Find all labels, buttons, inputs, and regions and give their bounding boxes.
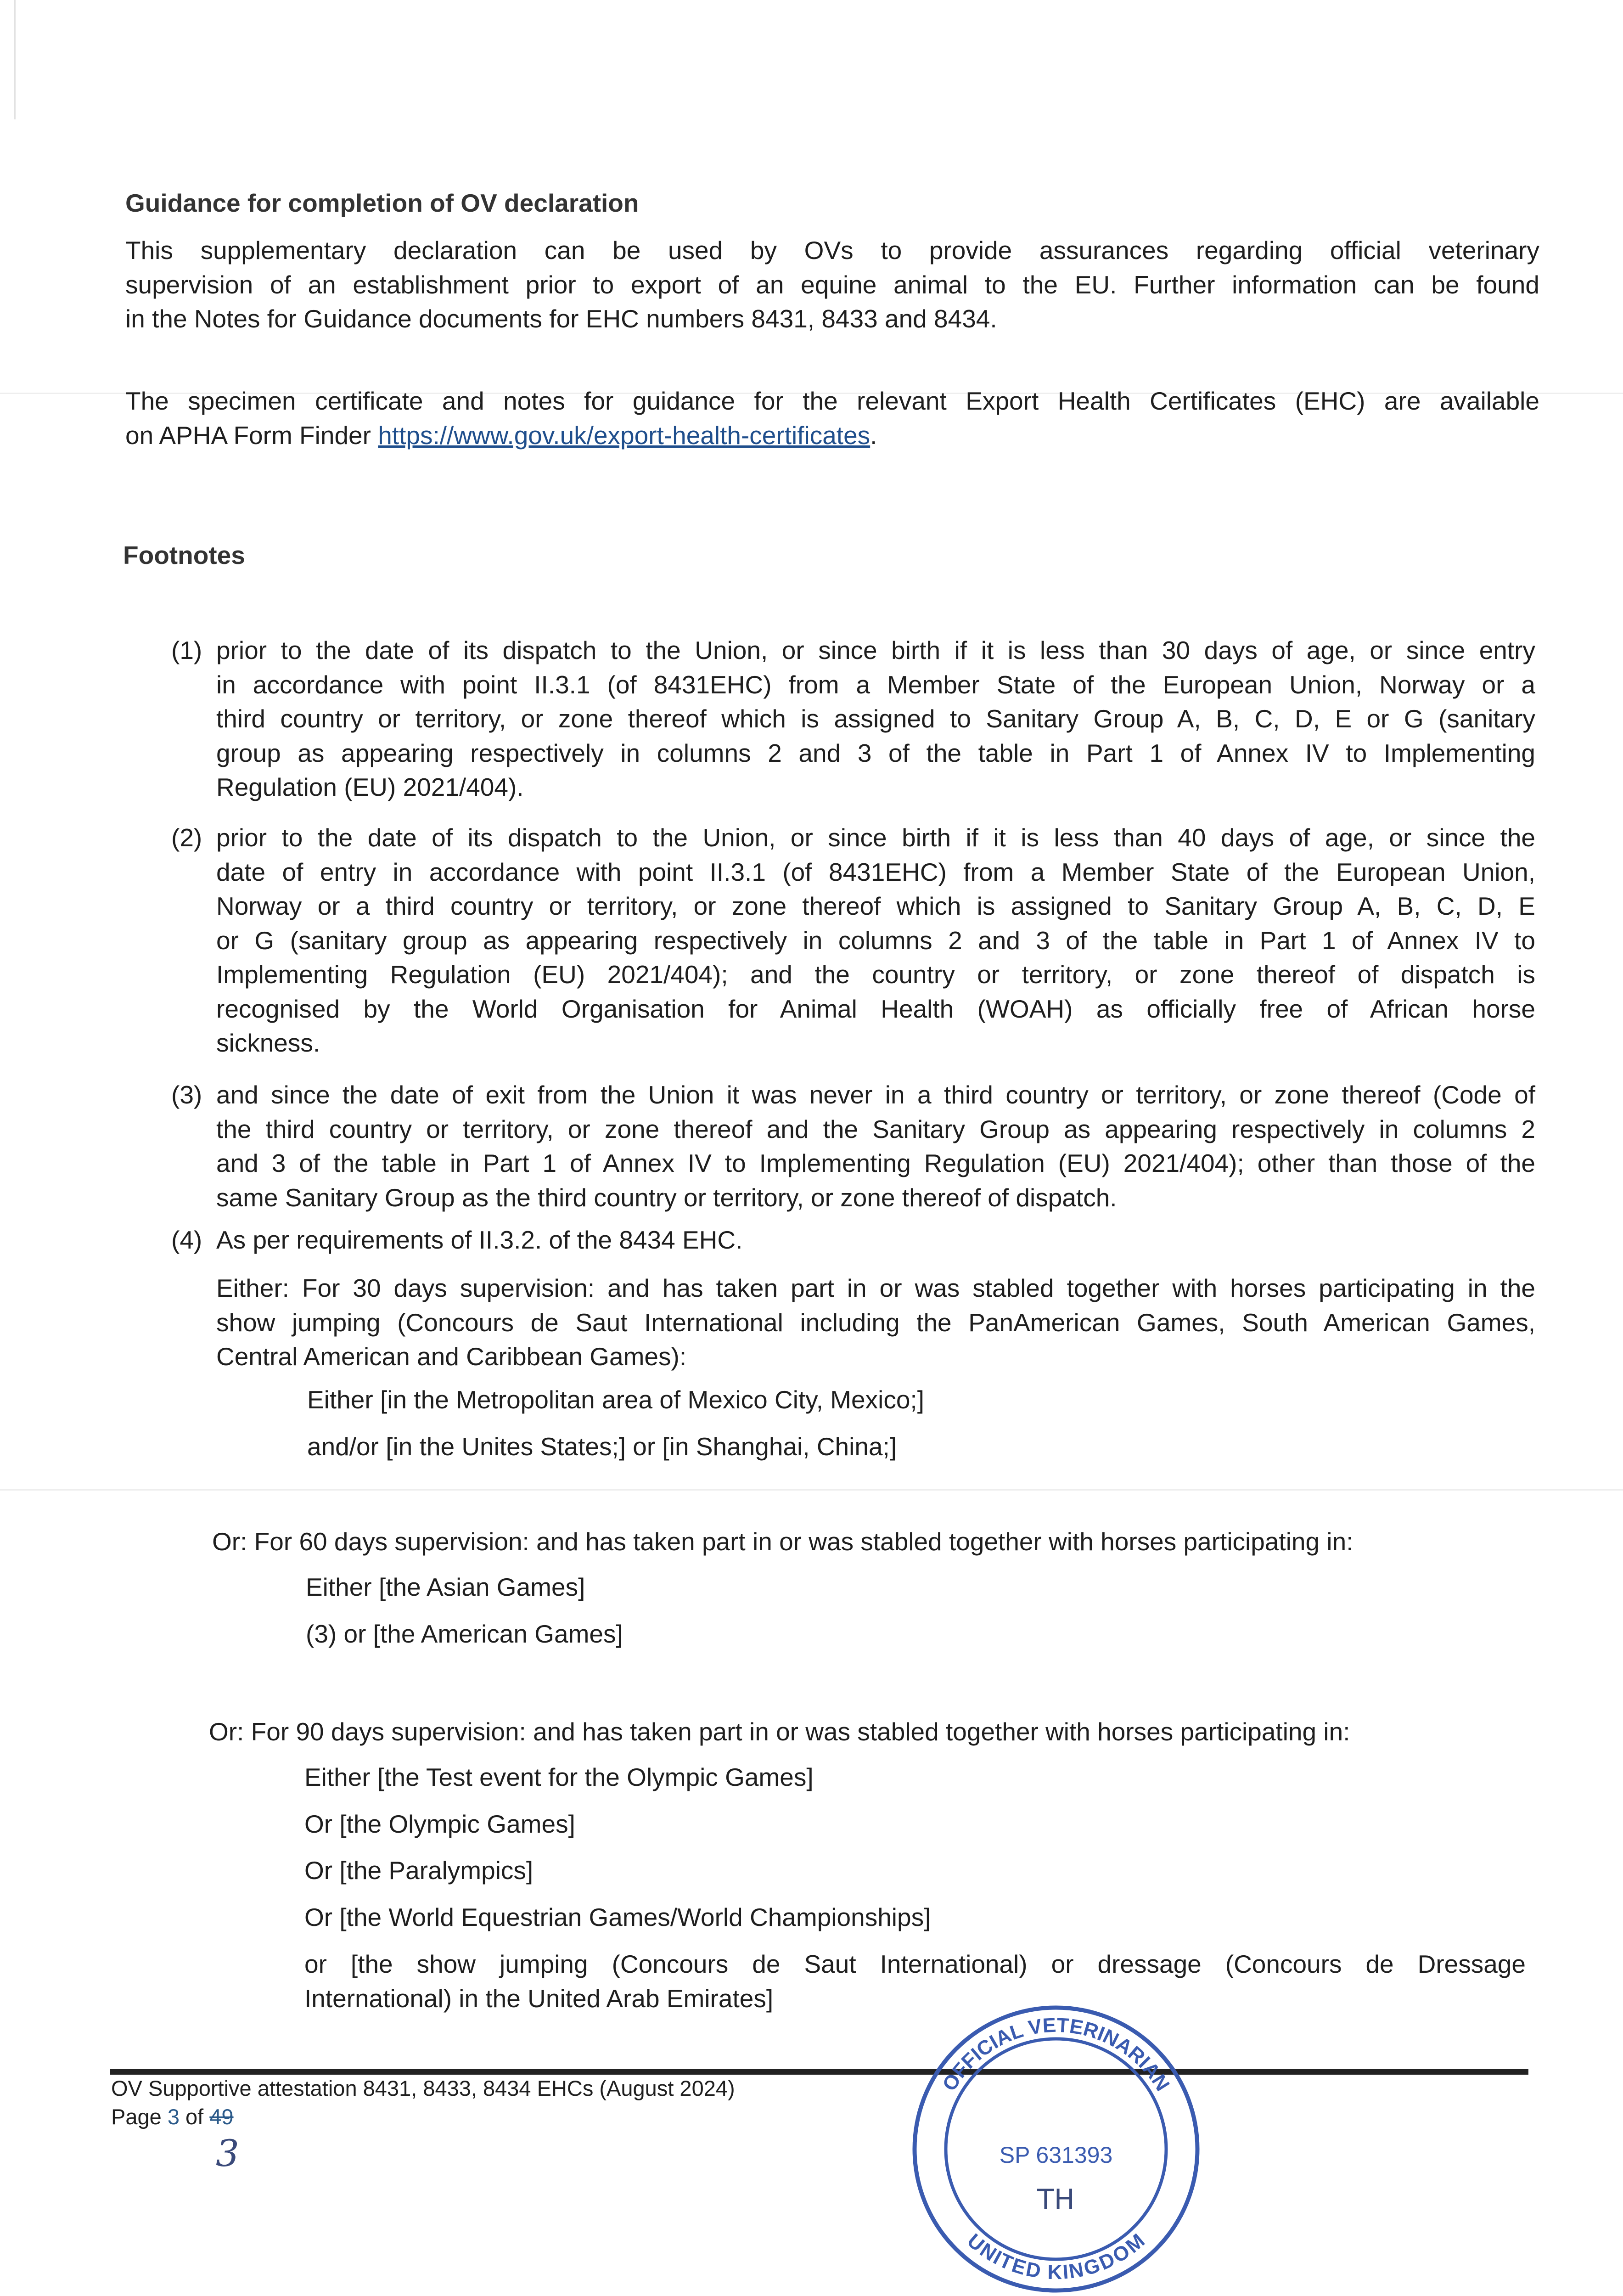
footnote-4-either-30-days xyxy=(216,1271,1535,1374)
list-item: Or [the Paralympics] xyxy=(304,1856,534,1885)
guidance-paragraph xyxy=(125,233,1539,336)
paragraph-line: in accordance with point II.3.1 (of 8431EHC) from a Member State of the European Union, Norway or a xyxy=(216,670,1535,699)
paragraph-line: show jumping (Concours de Saut International including the PanAmerican Games, South American Games, xyxy=(216,1308,1535,1337)
paragraph-line: prior to the date of its dispatch to the Union, or since birth if it is less than 30 days of age, or since entry xyxy=(216,636,1535,664)
page-label: Page xyxy=(111,2105,168,2129)
paragraph-line: third country or territory, or zone thereof which is assigned to Sanitary Group A, B, C, D, E or G (sanitary xyxy=(216,704,1535,733)
footnotes-heading: Footnotes xyxy=(123,541,245,569)
page-of: of xyxy=(179,2105,210,2129)
paragraph-line: Norway or a third country or territory, or zone thereof which is assigned to Sanitary Group A, B, C, D, E xyxy=(216,892,1535,920)
footer-rule xyxy=(110,2069,1528,2075)
paragraph-text: . xyxy=(870,421,877,450)
paragraph-line: As per requirements of II.3.2. of the 8434 EHC. xyxy=(216,1226,743,1254)
list-item: Either [the Asian Games] xyxy=(306,1573,585,1601)
paragraph-line: or [the show jumping (Concours de Saut International) or dressage (Concours de Dressage xyxy=(304,1950,1526,1978)
paragraph-line: This supplementary declaration can be used by OVs to provide assurances regarding official veterinary xyxy=(125,236,1539,264)
footnote-3 xyxy=(216,1078,1535,1215)
scan-artifact-line xyxy=(0,1489,1623,1491)
stamp-top-text-wrapper xyxy=(938,2014,1174,2095)
paragraph-line: and 3 of the table in Part 1 of Annex IV to Implementing Regulation (EU) 2021/404); other than those of the xyxy=(216,1149,1535,1177)
handwritten-page-total: 3 xyxy=(216,2132,239,2175)
paragraph-text: on APHA Form Finder xyxy=(125,421,378,450)
either-30-items xyxy=(307,1383,924,1463)
paragraph-line: The specimen certificate and notes for guidance for the relevant Export Health Certificates (EHC) are available xyxy=(125,387,1539,415)
stamp-bottom-text: UNITED KINGDOM xyxy=(963,2229,1149,2284)
paragraph-line: Implementing Regulation (EU) 2021/404); and the country or territory, or zone thereof of dispatch is xyxy=(216,960,1535,989)
paragraph-line: sickness. xyxy=(216,1029,320,1057)
list-item: (3) or [the American Games] xyxy=(306,1619,623,1648)
paragraph-line: Either: For 30 days supervision: and has taken part in or was stabled together with horses participating in the xyxy=(216,1274,1535,1302)
paragraph-line: or G (sanitary group as appearing respectively in columns 2 and 3 of the table in Part 1 of Annex IV to xyxy=(216,926,1535,955)
paragraph-line: and since the date of exit from the Union it was never in a third country or territory, or zone thereof (Code of xyxy=(216,1080,1535,1109)
footnote-1 xyxy=(216,633,1535,805)
specimen-paragraph xyxy=(125,384,1539,452)
paragraph-line: the third country or territory, or zone thereof and the Sanitary Group as appearing respectively in columns 2 xyxy=(216,1114,1535,1143)
footnote-number: (2) xyxy=(171,823,202,852)
paragraph-line: prior to the date of its dispatch to the Union, or since birth if it is less than 40 days of age, or since the xyxy=(216,823,1535,852)
stamp-initials: TH xyxy=(1037,2183,1075,2216)
list-item: Or [the World Equestrian Games/World Championships] xyxy=(304,1902,931,1931)
or-90-items xyxy=(304,1760,931,1934)
scan-artifact-line xyxy=(14,0,16,119)
or-60-items xyxy=(306,1570,623,1651)
list-item: Either [in the Metropolitan area of Mexico City, Mexico;] xyxy=(307,1385,924,1414)
paragraph-line: International) in the United Arab Emirates] xyxy=(304,1984,774,2013)
page-number xyxy=(111,2103,234,2131)
page-total-struck: 49 xyxy=(209,2105,234,2129)
paragraph-line: Central American and Caribbean Games): xyxy=(216,1342,687,1371)
footer-title: OV Supportive attestation 8431, 8433, 8434 EHCs (August 2024) xyxy=(111,2076,735,2100)
list-item: Either [the Test event for the Olympic Games] xyxy=(304,1763,814,1791)
paragraph-line: recognised by the World Organisation for Animal Health (WOAH) as officially free of African horse xyxy=(216,994,1535,1023)
list-item: and/or [in the Unites States;] or [in Shanghai, China;] xyxy=(307,1432,897,1461)
footnote-2 xyxy=(216,821,1535,1060)
footnote-number: (4) xyxy=(171,1226,202,1254)
guidance-heading: Guidance for completion of OV declaration xyxy=(125,189,639,217)
or-60-days: Or: For 60 days supervision: and has taken part in or was stabled together with horses participating in: xyxy=(212,1527,1353,1556)
or-90-days: Or: For 90 days supervision: and has taken part in or was stabled together with horses participating in: xyxy=(209,1717,1350,1746)
paragraph-line: same Sanitary Group as the third country or territory, or zone thereof of dispatch. xyxy=(216,1183,1117,1212)
list-item: Or [the Olympic Games] xyxy=(304,1809,575,1838)
stamp-top-text: OFFICIAL VETERINARIAN xyxy=(938,2014,1174,2095)
paragraph-line: in the Notes for Guidance documents for EHC numbers 8431, 8433 and 8434. xyxy=(125,304,997,333)
export-health-certificates-link[interactable]: https://www.gov.uk/export-health-certificates xyxy=(378,421,870,450)
paragraph-line: group as appearing respectively in columns 2 and 3 of the table in Part 1 of Annex IV to Implementing xyxy=(216,738,1535,767)
paragraph-line: Regulation (EU) 2021/404). xyxy=(216,773,524,801)
stamp-number: SP 631393 xyxy=(999,2142,1113,2168)
paragraph-line: date of entry in accordance with point II.3.1 (of 8431EHC) from a Member State of the European Union, xyxy=(216,857,1535,886)
footnote-number: (1) xyxy=(171,636,202,664)
official-veterinarian-stamp xyxy=(909,2002,1203,2296)
paragraph-line: supervision of an establishment prior to export of an equine animal to the EU. Further information can be found xyxy=(125,270,1539,299)
footnote-4 xyxy=(216,1223,1535,1257)
footnote-number: (3) xyxy=(171,1080,202,1109)
page-current: 3 xyxy=(167,2105,180,2129)
